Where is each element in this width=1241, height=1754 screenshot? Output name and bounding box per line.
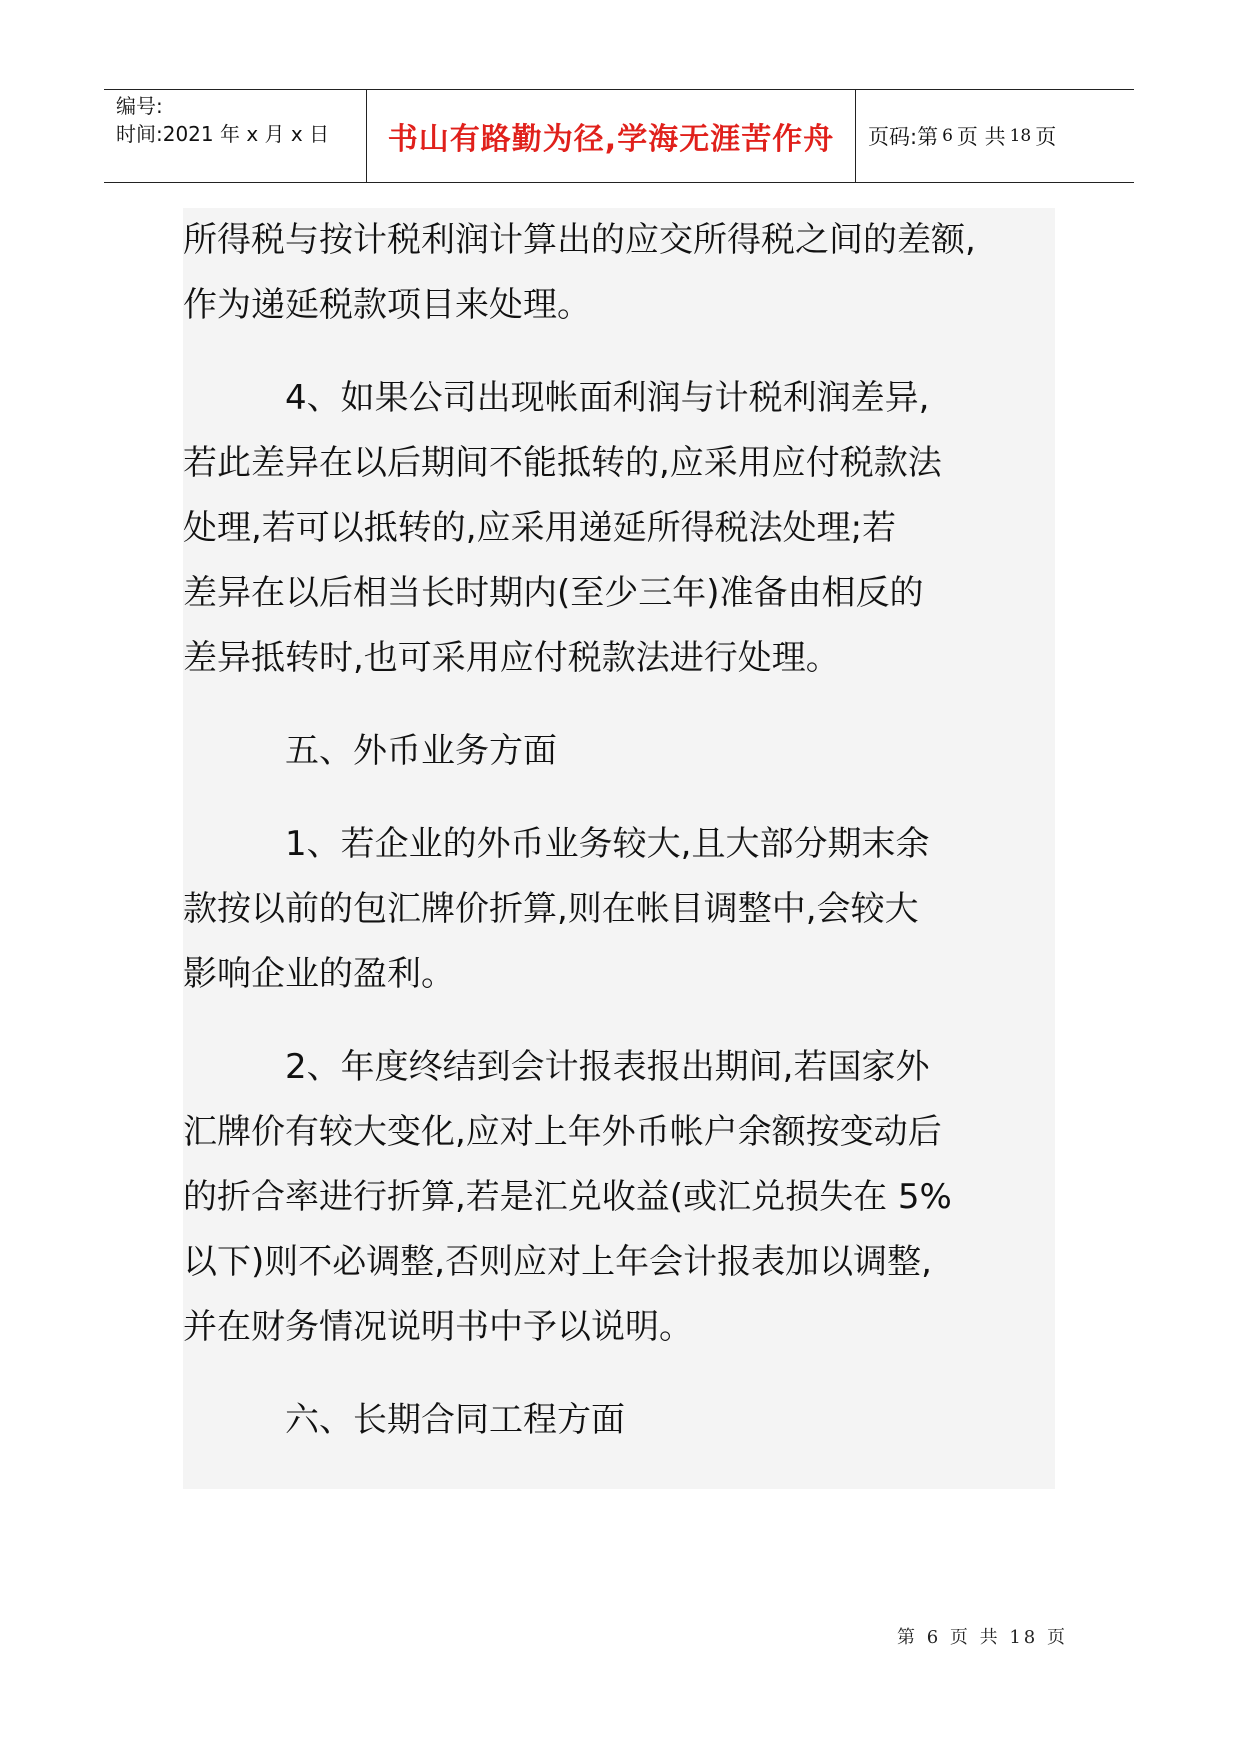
- page-number: 6: [942, 126, 953, 146]
- body-line: 4、如果公司出现帐面利润与计税利润差异,: [183, 378, 930, 418]
- serial-label: 编号:: [116, 94, 163, 118]
- time-label: 时间:2021 年 x 月 x 日: [116, 122, 330, 146]
- page-mid: 页 共: [956, 125, 1006, 149]
- header-motto: 书山有路勤为径,学海无涯苦作舟: [367, 90, 856, 182]
- body-line: 款按以前的包汇牌价折算,则在帐目调整中,会较大: [183, 889, 919, 929]
- page-suffix: 页: [1035, 125, 1057, 149]
- body-line: 影响企业的盈利。: [183, 954, 455, 994]
- body-line: 差异在以后相当长时期内(至少三年)准备由相反的: [183, 573, 924, 613]
- page-prefix: 页码:第: [868, 125, 939, 149]
- header-meta: [104, 90, 367, 182]
- body-line: 的折合率进行折算,若是汇兑收益(或汇兑损失在 5%: [183, 1177, 952, 1217]
- body-line: 处理,若可以抵转的,应采用递延所得税法处理;若: [183, 508, 897, 548]
- section-heading: 六、长期合同工程方面: [183, 1400, 625, 1440]
- page-footer: 第 6 页 共 18 页: [897, 1627, 1068, 1648]
- section-heading: 五、外币业务方面: [183, 731, 557, 771]
- page-total: 18: [1009, 126, 1032, 146]
- body-line: 1、若企业的外币业务较大,且大部分期末余: [183, 824, 930, 864]
- body-line: 并在财务情况说明书中予以说明。: [183, 1307, 693, 1347]
- page-header: [104, 89, 1134, 183]
- document-body: [183, 208, 1055, 1489]
- body-line: 汇牌价有较大变化,应对上年外币帐户余额按变动后: [183, 1112, 942, 1152]
- body-line: 若此差异在以后期间不能抵转的,应采用应付税款法: [183, 443, 942, 483]
- body-line: 作为递延税款项目来处理。: [183, 285, 591, 325]
- body-line: 2、年度终结到会计报表报出期间,若国家外: [183, 1047, 930, 1087]
- body-line: 所得税与按计税利润计算出的应交所得税之间的差额,: [183, 220, 976, 260]
- header-page-info: [856, 90, 1134, 182]
- body-line: 以下)则不必调整,否则应对上年会计报表加以调整,: [183, 1242, 932, 1282]
- body-line: 差异抵转时,也可采用应付税款法进行处理。: [183, 638, 840, 678]
